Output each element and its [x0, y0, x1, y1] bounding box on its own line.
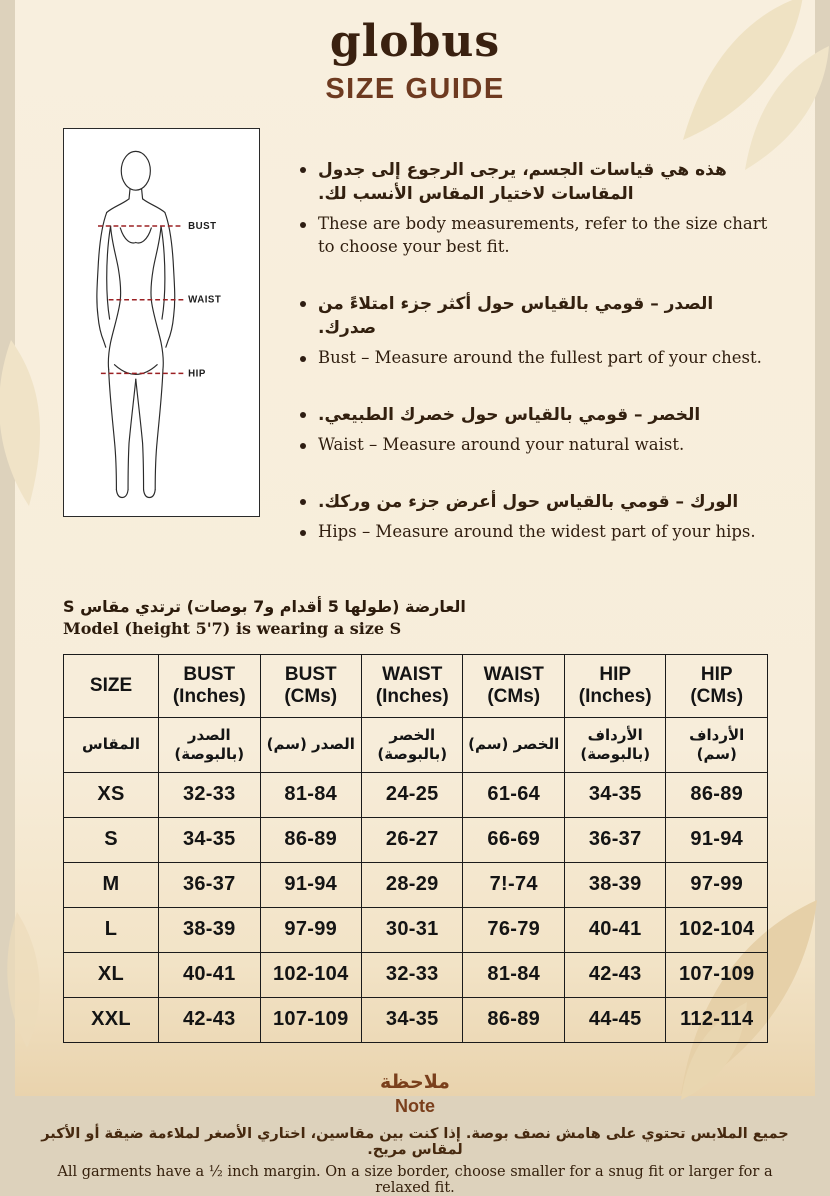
instruction-item-ar: [300, 292, 771, 340]
col-header-size-ar: المقاس: [64, 717, 159, 772]
bullet-icon: [300, 167, 306, 173]
value-cell: 42-43: [159, 997, 260, 1042]
value-cell: 86-89: [463, 997, 564, 1042]
bullet-icon: [300, 443, 306, 449]
instruction-item-en: [300, 521, 771, 544]
value-cell: 24-25: [362, 772, 463, 817]
note-title-ar: ملاحظة: [380, 1070, 450, 1093]
value-cell: 34-35: [362, 997, 463, 1042]
table-row: [64, 817, 768, 862]
header: [15, 0, 815, 106]
instruction-item-ar: [300, 158, 771, 206]
hip-label: HIP: [188, 368, 206, 380]
col-header-waist-cms-ar: الخصر (سم): [463, 717, 564, 772]
value-cell: 66-69: [463, 817, 564, 862]
brand-logo: globus: [329, 16, 501, 67]
table-row: [64, 772, 768, 817]
value-cell: 44-45: [564, 997, 665, 1042]
value-cell: 34-35: [159, 817, 260, 862]
size-cell: XS: [64, 772, 159, 817]
col-header-hip-inches-ar: الأرداف (بالبوصة): [564, 717, 665, 772]
bust-label: BUST: [188, 220, 217, 232]
header-row-en: [64, 654, 768, 717]
instruction-item-en: [300, 434, 771, 457]
value-cell: 26-27: [362, 817, 463, 862]
col-header-bust-cms-ar: الصدر (سم): [260, 717, 361, 772]
value-cell: 38-39: [159, 907, 260, 952]
size-cell: S: [64, 817, 159, 862]
instruction-text-en: Waist – Measure around your natural waist.: [318, 434, 685, 454]
value-cell: 102-104: [666, 907, 768, 952]
instruction-text-en: Bust – Measure around the fullest part of your chest.: [318, 348, 762, 368]
value-cell: 42-43: [564, 952, 665, 997]
col-header-bust-cms: BUST (CMs): [260, 654, 361, 717]
value-cell: 107-109: [666, 952, 768, 997]
note-body-en: All garments have a ½ inch margin. On a size border, choose smaller for a snug fit or larger for a relaxed fit.: [57, 1163, 773, 1196]
instruction-item-ar: [300, 403, 771, 427]
col-header-hip-inches: HIP (Inches): [564, 654, 665, 717]
value-cell: 107-109: [260, 997, 361, 1042]
value-cell: 61-64: [463, 772, 564, 817]
instruction-text-ar: الصدر – قومي بالقياس حول أكثر جزء امتلاءً من صدرك.: [318, 293, 714, 338]
instruction-text-ar: الخصر – قومي بالقياس حول خصرك الطبيعي.: [318, 404, 701, 425]
size-cell: M: [64, 862, 159, 907]
table-row: [64, 862, 768, 907]
value-cell: 86-89: [666, 772, 768, 817]
body-measurement-diagram: [66, 131, 257, 514]
value-cell: 32-33: [362, 952, 463, 997]
value-cell: 7!-74: [463, 862, 564, 907]
table-row: [64, 907, 768, 952]
measurement-section: [63, 128, 771, 577]
header-row-ar: [64, 717, 768, 772]
size-chart-section: [63, 654, 768, 1043]
bullet-icon: [300, 356, 306, 362]
note-title-en: Note: [395, 1095, 435, 1116]
value-cell: 40-41: [159, 952, 260, 997]
note-body-ar: جميع الملابس تحتوي على هامش نصف بوصة. إذا كنت بين مقاسين، اختاري الأصغر لملاءمة ضيقة أو الأكبر لمقاس مريح.: [41, 1125, 789, 1158]
bullet-icon: [300, 499, 306, 505]
model-note-ar: العارضة (طولها 5 أقدام و7 بوصات) ترتدي مقاس S: [63, 596, 466, 616]
col-header-hip-cms-ar: الأرداف (سم): [666, 717, 768, 772]
col-header-hip-cms: HIP (CMs): [666, 654, 768, 717]
model-note-en: Model (height 5'7) is wearing a size S: [63, 618, 402, 638]
value-cell: 112-114: [666, 997, 768, 1042]
col-header-waist-inches-ar: الخصر (بالبوصة): [362, 717, 463, 772]
value-cell: 97-99: [666, 862, 768, 907]
value-cell: 97-99: [260, 907, 361, 952]
size-cell: L: [64, 907, 159, 952]
value-cell: 91-94: [666, 817, 768, 862]
size-guide-page: [15, 0, 815, 1196]
value-cell: 30-31: [362, 907, 463, 952]
instruction-text-en: These are body measurements, refer to the size chart to choose your best fit.: [318, 214, 768, 257]
value-cell: 36-37: [564, 817, 665, 862]
value-cell: 40-41: [564, 907, 665, 952]
measurement-figure-panel: [63, 128, 260, 517]
value-cell: 34-35: [564, 772, 665, 817]
size-chart-table: [63, 654, 768, 1043]
instruction-item-en: [300, 213, 771, 259]
waist-label: WAIST: [188, 294, 222, 306]
instruction-group: [300, 490, 771, 544]
value-cell: 81-84: [463, 952, 564, 997]
bullet-icon: [300, 412, 306, 418]
figure-outline: [97, 151, 175, 497]
table-row: [64, 997, 768, 1042]
size-cell: XXL: [64, 997, 159, 1042]
col-header-bust-inches-ar: الصدر (بالبوصة): [159, 717, 260, 772]
table-row: [64, 952, 768, 997]
model-note: [63, 597, 767, 638]
instruction-group: [300, 158, 771, 259]
col-header-size: SIZE: [64, 654, 159, 717]
size-cell: XL: [64, 952, 159, 997]
instruction-group: [300, 292, 771, 370]
instruction-text-ar: الورك – قومي بالقياس حول أعرض جزء من وركك.: [318, 491, 739, 512]
value-cell: 76-79: [463, 907, 564, 952]
instruction-item-en: [300, 347, 771, 370]
value-cell: 91-94: [260, 862, 361, 907]
instruction-text-ar: هذه هي قياسات الجسم، يرجى الرجوع إلى جدول المقاسات لاختيار المقاس الأنسب لك.: [318, 160, 727, 205]
instruction-item-ar: [300, 490, 771, 514]
instruction-group: [300, 403, 771, 457]
instructions-list: [260, 128, 771, 577]
value-cell: 28-29: [362, 862, 463, 907]
value-cell: 32-33: [159, 772, 260, 817]
value-cell: 102-104: [260, 952, 361, 997]
bullet-icon: [300, 530, 306, 536]
instruction-text-en: Hips – Measure around the widest part of your hips.: [318, 521, 756, 541]
bullet-icon: [300, 222, 306, 228]
value-cell: 36-37: [159, 862, 260, 907]
value-cell: 86-89: [260, 817, 361, 862]
value-cell: 81-84: [260, 772, 361, 817]
col-header-waist-inches: WAIST (Inches): [362, 654, 463, 717]
page-title: SIZE GUIDE: [325, 73, 505, 105]
bullet-icon: [300, 301, 306, 307]
col-header-waist-cms: WAIST (CMs): [463, 654, 564, 717]
measurement-lines: [98, 226, 183, 373]
col-header-bust-inches: BUST (Inches): [159, 654, 260, 717]
value-cell: 38-39: [564, 862, 665, 907]
note-section: [15, 1071, 815, 1196]
